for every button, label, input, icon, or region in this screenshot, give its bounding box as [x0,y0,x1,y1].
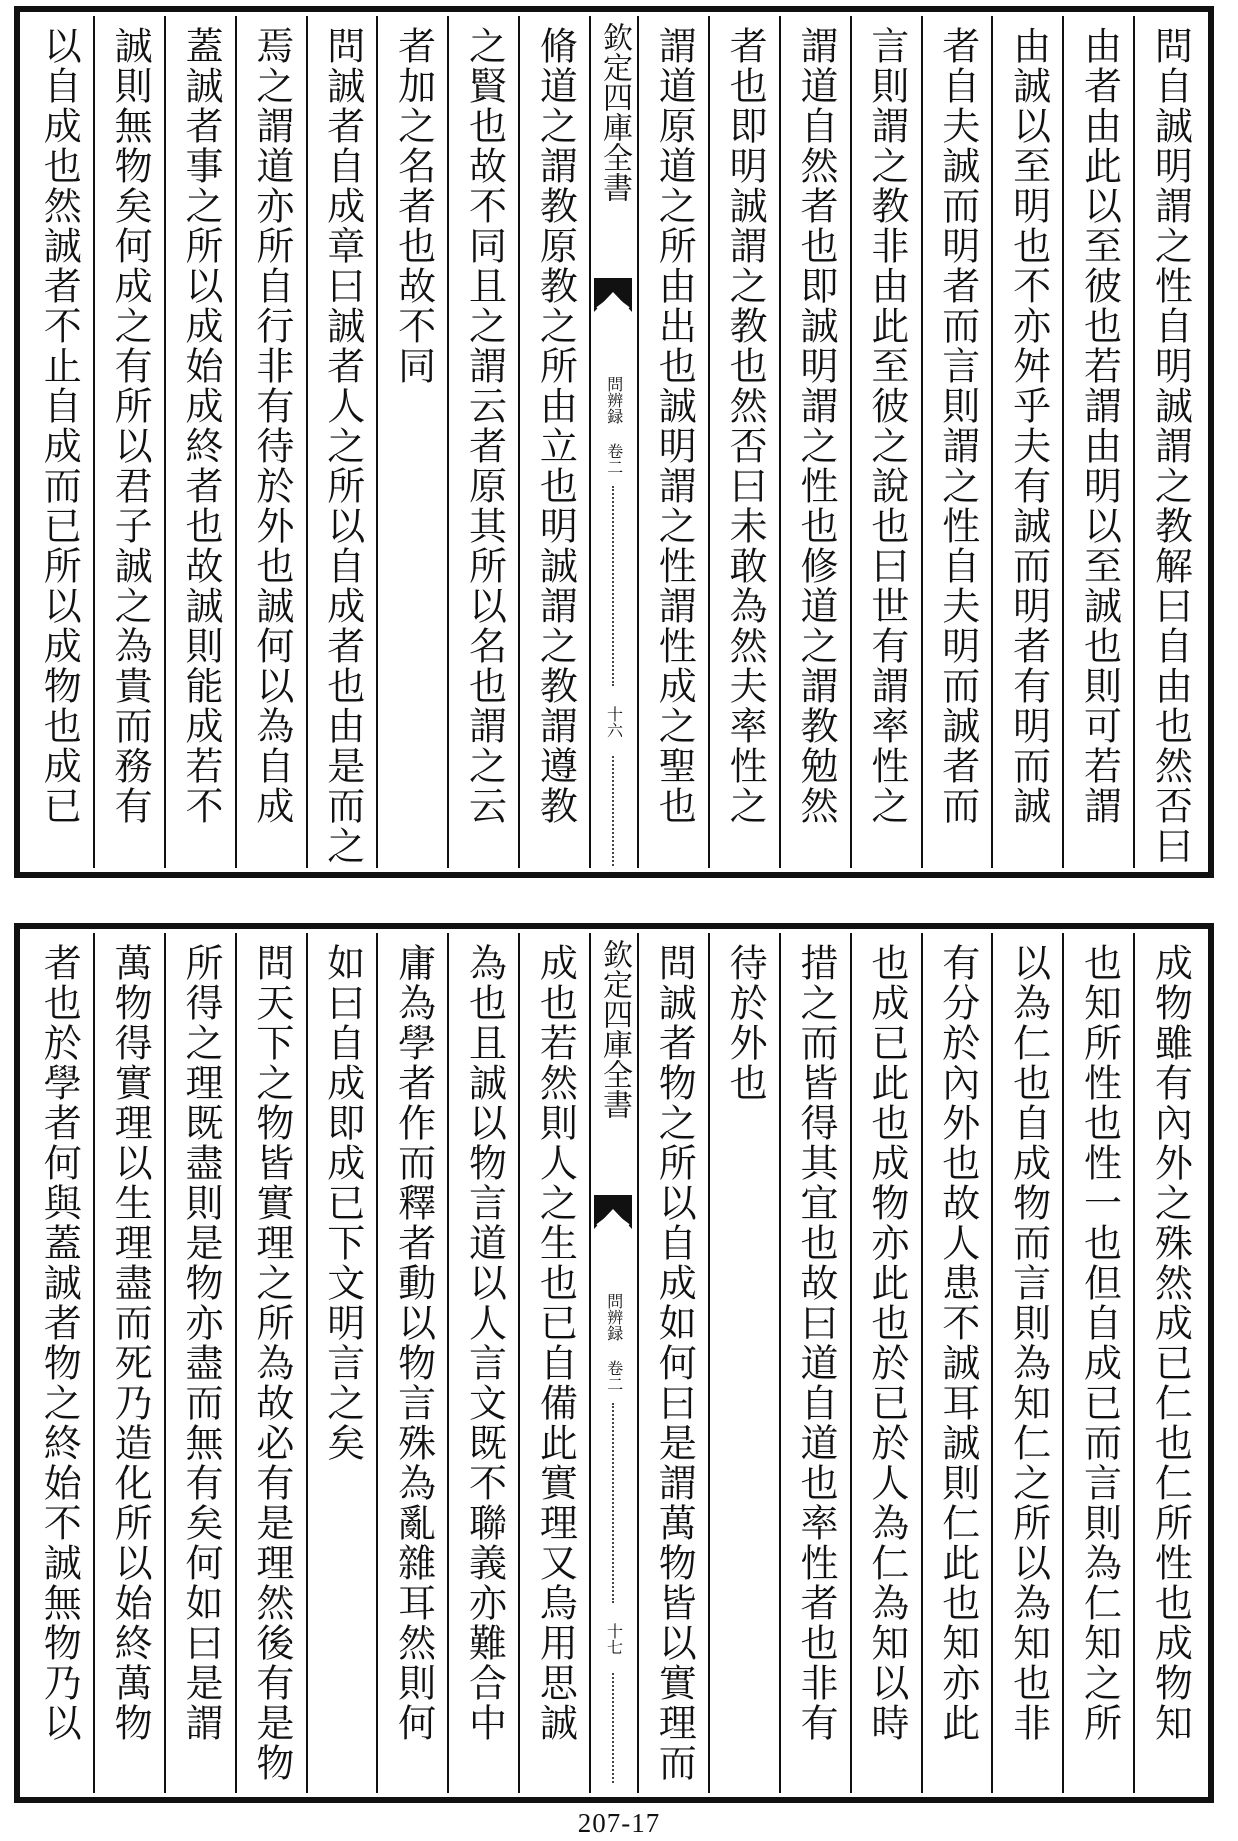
chapter-label: 問辨録 卷二 [604,376,624,475]
text-column [850,933,921,1793]
column-text: 以自成也然誠者不止自成而已所以成物也成已 [37,26,82,826]
column-text: 問天下之物皆實理之所為故必有是理然後有是物 [249,943,294,1783]
text-column [24,933,93,1793]
column-text: 焉之謂道亦所自行非有待於外也誠何以為自成 [249,26,294,826]
text-column [235,933,306,1793]
text-column [779,933,850,1793]
column-text: 成也若然則人之生也已自備此實理又烏用思誠 [533,943,578,1743]
text-column [306,16,377,868]
column-text: 言則謂之教非由此至彼之說也曰世有謂率性之 [864,26,909,826]
text-column [1133,16,1204,868]
text-column [708,16,779,868]
book-title: 欽定四庫全書 [597,939,632,1119]
column-text: 也知所性也性一也但自成已而言則為仁知之所 [1077,943,1122,1743]
column-text: 者加之名者也故不同 [391,26,436,386]
column-text: 萬物得實理以生理盡而死乃造化所以始終萬物 [108,943,153,1743]
book-title: 欽定四庫全書 [597,22,632,202]
page-footer-number: 207-17 [577,1808,661,1838]
text-column [306,933,377,1793]
column-text: 由誠以至明也不亦舛乎夫有誠而明者有明而誠 [1006,26,1051,826]
center-margin [589,16,637,868]
fishtail-ornament-icon [594,278,632,312]
text-column [447,933,518,1793]
text-column [991,933,1062,1793]
text-column [1062,933,1133,1793]
column-text: 者自夫誠而明者而言則謂之性自夫明而誠者而 [935,26,980,826]
column-text: 問自誠明謂之性自明誠謂之教解曰自由也然否曰 [1148,26,1193,866]
text-column [164,16,235,868]
page-number: 十七 [604,1623,624,1655]
column-text: 所得之理既盡則是物亦盡而無有矣何如曰是謂 [179,943,224,1743]
column-text: 蓋誠者事之所以成始成終者也故誠則能成若不 [179,26,224,826]
column-text: 由者由此以至彼也若謂由明以至誠也則可若謂 [1077,26,1122,826]
column-text: 有分於內外也故人患不誠耳誠則仁此也知亦此 [935,943,980,1743]
text-column [637,933,708,1793]
column-text: 為也且誠以物言道以人言文既不聯義亦難合中 [462,943,507,1743]
column-text: 措之而皆得其宜也故曰道自道也率性者也非有 [794,943,839,1743]
top-page-columns [24,16,1204,868]
column-text: 之賢也故不同且之謂云者原其所以名也謂之云 [462,26,507,826]
chapter-label: 問辨録 卷二 [604,1293,624,1392]
column-text: 以為仁也自成物而言則為知仁之所以為知也非 [1006,943,1051,1743]
fishtail-ornament-icon [594,1195,632,1229]
text-column [235,16,306,868]
text-column [164,933,235,1793]
text-column [518,933,589,1793]
column-text: 者也於學者何與蓋誠者物之終始不誠無物乃以 [37,943,82,1743]
text-column [921,16,992,868]
text-column [921,933,992,1793]
column-text: 也成已此也成物亦此也於已於人為仁為知以時 [864,943,909,1743]
text-column [93,933,164,1793]
column-text: 如曰自成即成已下文明言之矣 [320,943,365,1463]
column-text: 者也即明誠謂之教也然否曰未敢為然夫率性之 [723,26,768,826]
text-column [24,16,93,868]
text-column [991,16,1062,868]
dotted-guide [612,486,617,686]
text-column [637,16,708,868]
text-column [850,16,921,868]
column-text: 問誠者自成章曰誠者人之所以自成者也由是而之 [320,26,365,866]
text-column [518,16,589,868]
column-text: 待於外也 [723,943,768,1103]
text-column [376,933,447,1793]
column-text: 脩道之謂教原教之所由立也明誠謂之教謂遵教 [533,26,578,826]
column-text: 誠則無物矣何成之有所以君子誠之為貴而務有 [108,26,153,826]
text-column [708,933,779,1793]
dotted-guide [612,756,617,866]
column-text: 成物雖有內外之殊然成已仁也仁所性也成物知 [1148,943,1193,1743]
text-column [1062,16,1133,868]
center-margin [589,933,637,1793]
text-column [376,16,447,868]
text-column [779,16,850,868]
top-page [14,6,1214,878]
column-text: 庸為學者作而釋者動以物言殊為亂雜耳然則何 [391,943,436,1743]
column-text: 謂道自然者也即誠明謂之性也修道之謂教勉然 [794,26,839,826]
text-column [1133,933,1204,1793]
column-text: 問誠者物之所以自成如何曰是謂萬物皆以實理而 [652,943,697,1783]
bottom-page-columns [24,933,1204,1793]
text-column [93,16,164,868]
text-column [447,16,518,868]
dotted-guide [612,1673,617,1783]
dotted-guide [612,1403,617,1603]
page-number: 十六 [604,706,624,738]
column-text: 謂道原道之所由出也誠明謂之性謂性成之聖也 [652,26,697,826]
bottom-page [14,923,1214,1803]
